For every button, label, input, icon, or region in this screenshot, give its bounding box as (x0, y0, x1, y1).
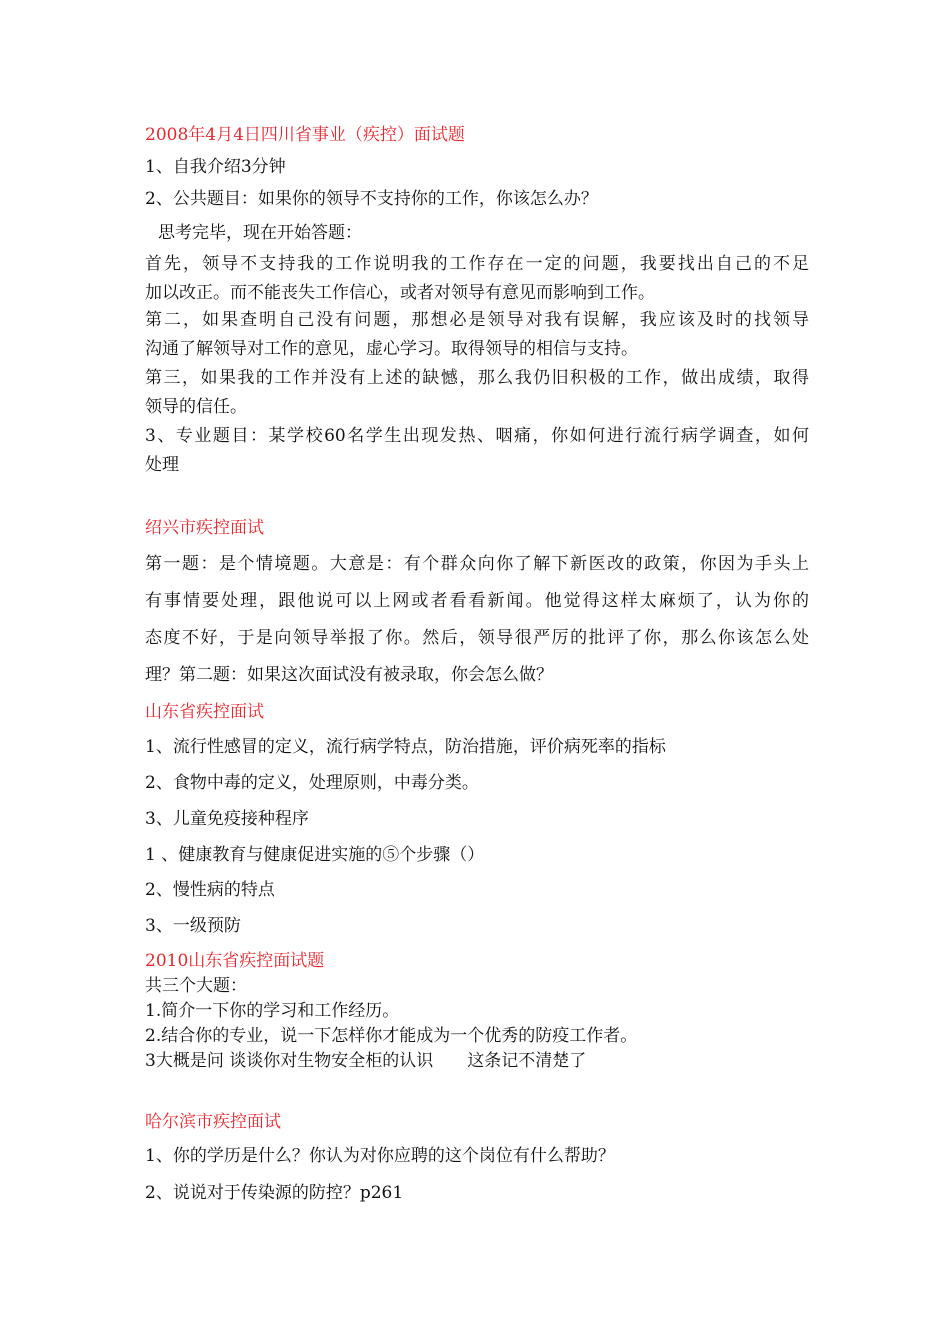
text-line: 第三，如果我的工作并没有上述的缺憾，那么我仍旧积极的工作，做出成绩，取得 (145, 368, 809, 388)
text-line: 1 、健康教育与健康促进实施的⑤个步骤（） (145, 845, 485, 865)
text-line: 有事情要处理，跟他说可以上网或者看看新闻。他觉得这样太麻烦了，认为你的 (145, 591, 809, 611)
text-line: 1.简介一下你的学习和工作经历。 (145, 1001, 400, 1021)
text-line: 2、食物中毒的定义，处理原则，中毒分类。 (145, 773, 479, 793)
text-line: 3、专业题目：某学校60名学生出现发热、咽痛，你如何进行流行病学调查，如何 (145, 426, 809, 446)
text-line: 理？第二题：如果这次面试没有被录取，你会怎么做？ (145, 665, 553, 685)
text-line: 处理 (145, 455, 179, 475)
text-line: 第一题：是个情境题。大意是：有个群众向你了解下新医改的政策，你因为手头上 (145, 554, 809, 574)
text-line: 3、一级预防 (145, 916, 241, 936)
text-line: 2、公共题目：如果你的领导不支持你的工作，你该怎么办？ (145, 189, 598, 209)
text-line: 1、自我介绍3分钟 (145, 157, 286, 177)
text-line: 2、慢性病的特点 (145, 880, 275, 900)
text-line: 第二，如果查明自己没有问题，那想必是领导对我有误解，我应该及时的找领导 (145, 310, 809, 330)
text-line: 共三个大题： (145, 976, 247, 996)
text-line: 1、流行性感冒的定义，流行病学特点，防治措施，评价病死率的指标 (145, 737, 666, 757)
text-line: 思考完毕，现在开始答题： (158, 223, 362, 243)
text-line: 首先，领导不支持我的工作说明我的工作存在一定的问题，我要找出自己的不足 (145, 254, 809, 274)
section-heading-shandong: 山东省疾控面试 (145, 702, 264, 722)
section-heading-harbin: 哈尔滨市疾控面试 (145, 1112, 281, 1132)
text-line: 沟通了解领导对工作的意见，虚心学习。取得领导的相信与支持。 (145, 339, 638, 359)
text-line: 2.结合你的专业，说一下怎样你才能成为一个优秀的防疫工作者。 (145, 1026, 638, 1046)
section-heading-sichuan-2008: 2008年4月4日四川省事业（疾控）面试题 (145, 125, 465, 145)
section-heading-shandong-2010: 2010山东省疾控面试题 (145, 951, 325, 971)
text-line: 1、你的学历是什么？你认为对你应聘的这个岗位有什么帮助？ (145, 1146, 615, 1166)
section-heading-shaoxing: 绍兴市疾控面试 (145, 518, 264, 538)
text-line: 3、儿童免疫接种程序 (145, 809, 309, 829)
text-line: 3大概是问 谈谈你对生物安全柜的认识 这条记不清楚了 (145, 1051, 587, 1071)
text-line: 领导的信任。 (145, 397, 247, 417)
text-line: 加以改正。而不能丧失工作信心，或者对领导有意见而影响到工作。 (145, 283, 655, 303)
text-line: 2、说说对于传染源的防控？p261 (145, 1183, 404, 1203)
text-line: 态度不好，于是向领导举报了你。然后，领导很严厉的批评了你，那么你该怎么处 (145, 628, 809, 648)
